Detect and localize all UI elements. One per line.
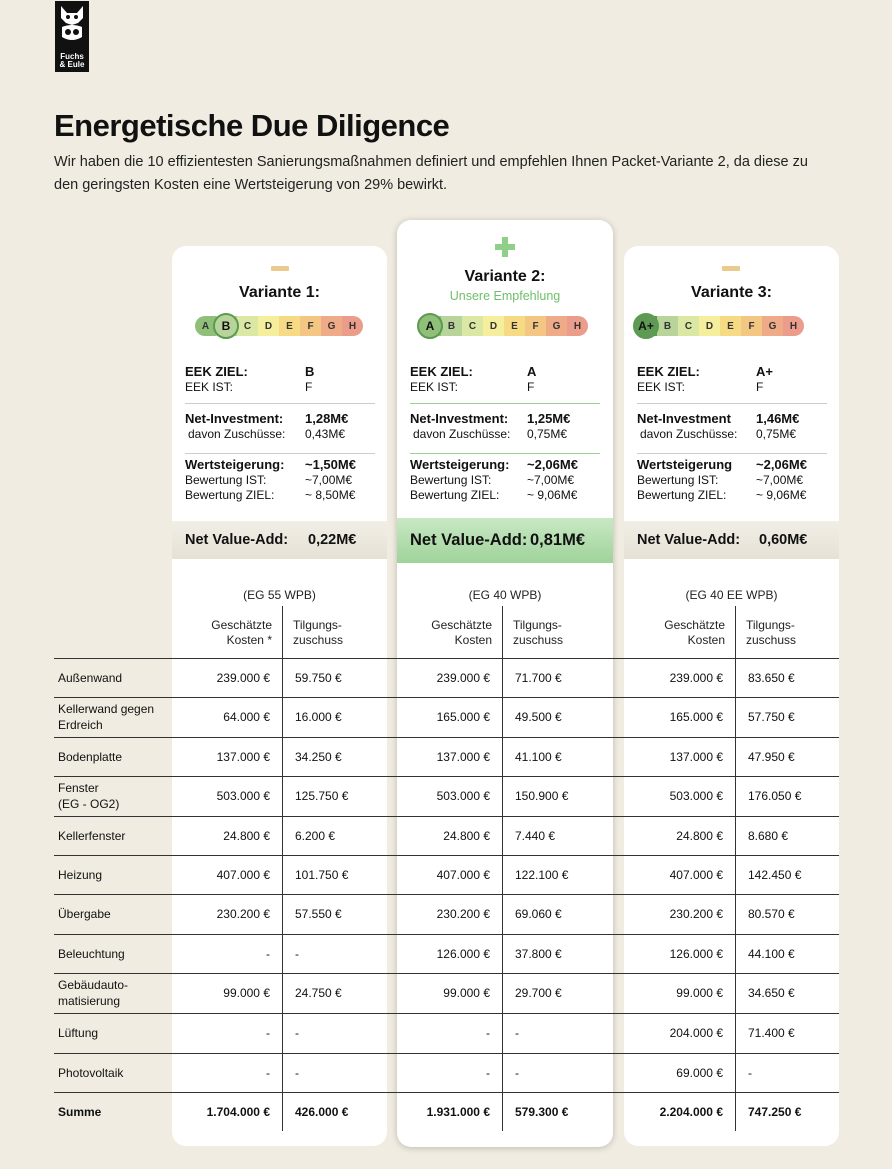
net-value-add-variant-2 [397, 518, 613, 563]
zuschuesse-label: davon Zuschüsse: [640, 427, 738, 441]
subsidy-cell: 47.950 € [748, 749, 795, 764]
bewertung-ziel-value: ~ 8,50M€ [305, 488, 356, 502]
row-label: Kellerwand gegen Erdreich [58, 702, 155, 732]
subsidy-cell: 71.400 € [748, 1026, 795, 1040]
bewertung-ist-label: Bewertung IST: [410, 473, 492, 487]
bewertung-ziel-label: Bewertung ZIEL: [185, 488, 275, 502]
cost-cell: 24.800 € [676, 828, 723, 843]
column-divider [502, 606, 503, 1131]
column-header-tilgung: Tilgungs- zuschuss [513, 618, 564, 647]
row-label: Fenster (EG - OG2) [58, 781, 120, 811]
cost-cell: 239.000 € [436, 670, 490, 685]
bewertung-ziel-label: Bewertung ZIEL: [410, 488, 500, 502]
row-label: Außenwand [58, 670, 123, 685]
row-label: Gebäudauto- matisierung [58, 978, 129, 1008]
eek-segment: B [441, 316, 462, 336]
subsidy-cell: 29.700 € [515, 986, 562, 1000]
subsidy-cell: 8.680 € [748, 828, 789, 843]
variant-1-title: Variante 1: [239, 284, 320, 301]
net-value-add-label: Net Value-Add: [637, 532, 741, 548]
net-investment-value: 1,46M€ [756, 411, 800, 426]
bewertung-ziel-label: Bewertung ZIEL: [637, 488, 727, 502]
net-investment-value: 1,25M€ [527, 411, 571, 426]
subsidy-cell: 71.700 € [515, 670, 562, 685]
subsidy-cell: 122.100 € [515, 867, 569, 882]
eek-ist-value: F [756, 380, 764, 394]
wertsteigerung-value: ~1,50M€ [305, 457, 356, 472]
cost-cell: - [266, 1065, 270, 1080]
eek-ziel-value: A+ [756, 364, 773, 379]
eek-segment: F [300, 316, 321, 336]
cost-cell: - [266, 1026, 270, 1040]
column-header-kosten: Geschätzte Kosten [431, 618, 492, 647]
eek-ziel-label: EEK ZIEL: [410, 364, 473, 379]
zuschuesse-value: 0,43M€ [305, 427, 346, 441]
eek-segment: E [720, 316, 741, 336]
net-value-add-label: Net Value-Add: [410, 531, 528, 549]
subsidy-cell: 59.750 € [295, 670, 342, 685]
cost-cell: 165.000 € [669, 710, 723, 724]
row-label: Heizung [58, 867, 103, 882]
cost-cell: 407.000 € [669, 867, 723, 882]
eek-ziel-label: EEK ZIEL: [637, 364, 700, 379]
table-rule [54, 697, 839, 698]
column-header-tilgung: Tilgungs- zuschuss [746, 618, 797, 647]
subsidy-cell: - [295, 1026, 299, 1040]
row-label: Beleuchtung [58, 946, 125, 961]
eek-segment: G [546, 316, 567, 336]
wertsteigerung-label: Wertsteigerung: [410, 457, 510, 472]
subsidy-cell: 176.050 € [748, 789, 802, 803]
eek-segment: D [258, 316, 279, 336]
eek-segment: H [567, 316, 588, 336]
wertsteigerung-label: Wertsteigerung: [185, 457, 285, 472]
cost-cell: 239.000 € [669, 670, 723, 685]
table-rule [54, 934, 839, 935]
subsidy-cell: 579.300 € [515, 1105, 569, 1119]
intro-text: Wir haben die 10 effizientesten Sanierungsmaßnahmen definiert und empfehlen Ihnen Packet-Variante 2, da diese zu den geringsten Kosten eine Wertsteigerung von 29% bewirkt. [54, 154, 808, 193]
table-rule [54, 776, 839, 777]
eek-segment: A [195, 316, 216, 336]
wertsteigerung-value: ~2,06M€ [527, 457, 578, 472]
subsidy-cell: - [295, 946, 299, 961]
subsidy-cell: 41.100 € [515, 749, 562, 764]
divider [185, 453, 375, 454]
eek-segment: E [279, 316, 300, 336]
net-value-add-value: 0,22M€ [308, 532, 357, 548]
cost-cell: 64.000 € [223, 710, 270, 724]
eek-segment: C [678, 316, 699, 336]
cost-cell: 503.000 € [216, 789, 270, 803]
eek-ist-value: F [527, 380, 535, 394]
subsidy-cell: 125.750 € [295, 789, 349, 803]
plus-icon [495, 237, 515, 257]
eek-ist-value: F [305, 380, 313, 394]
cost-cell: 204.000 € [669, 1026, 723, 1040]
row-label: Übergabe [58, 907, 111, 921]
subsidy-cell: 44.100 € [748, 946, 795, 961]
variant-2-subtitle: Unsere Empfehlung [449, 289, 561, 303]
table-rule [54, 973, 839, 974]
subsidy-cell: 49.500 € [515, 710, 562, 724]
eek-segment: F [741, 316, 762, 336]
table-rule [54, 737, 839, 738]
subsidy-cell: 37.800 € [515, 946, 562, 961]
cost-cell: 1.931.000 € [426, 1105, 490, 1119]
subsidy-cell: 83.650 € [748, 670, 795, 685]
row-label: Bodenplatte [58, 749, 123, 764]
eek-segment [420, 316, 441, 336]
eek-segment: H [783, 316, 804, 336]
subsidy-cell: - [515, 1065, 519, 1080]
subsidy-cell: - [748, 1065, 752, 1080]
wertsteigerung-label: Wertsteigerung [637, 457, 733, 472]
eek-segment: G [321, 316, 342, 336]
row-label: Photovoltaik [58, 1065, 124, 1080]
table-rule [54, 1053, 839, 1054]
cost-cell: - [486, 1065, 490, 1080]
standard-variant-2: (EG 40 WPB) [468, 588, 542, 602]
column-header-kosten: Geschätzte Kosten [664, 618, 725, 647]
column-divider [282, 606, 283, 1131]
cost-cell: 137.000 € [669, 749, 723, 764]
eek-highlight: A+ [633, 313, 659, 339]
cost-cell: 503.000 € [669, 789, 723, 803]
subsidy-cell: 24.750 € [295, 986, 342, 1000]
net-value-add-value: 0,81M€ [530, 531, 586, 549]
eek-segment: C [462, 316, 483, 336]
eek-segment: G [762, 316, 783, 336]
net-value-add-variant-3 [624, 521, 839, 559]
cost-cell: 1.704.000 € [206, 1105, 270, 1119]
cost-cell: 407.000 € [436, 867, 490, 882]
table-rule [54, 658, 839, 659]
subsidy-cell: 426.000 € [295, 1105, 349, 1119]
standard-variant-1: (EG 55 WPB) [243, 588, 316, 602]
cost-cell: 503.000 € [436, 789, 490, 803]
cost-cell: 99.000 € [443, 986, 490, 1000]
table-rule [54, 816, 839, 817]
subsidy-cell: 69.060 € [515, 907, 562, 921]
net-investment-label: Net-Investment: [410, 411, 509, 426]
cost-cell: 99.000 € [223, 986, 270, 1000]
eek-segment [636, 316, 657, 336]
cost-cell: 2.204.000 € [659, 1105, 723, 1119]
eek-highlight: A [417, 313, 443, 339]
variant-3-title: Variante 3: [691, 284, 772, 301]
row-label: Lüftung [58, 1026, 99, 1040]
wertsteigerung-value: ~2,06M€ [756, 457, 807, 472]
minus-icon [722, 266, 740, 271]
net-value-add-variant-1 [172, 521, 387, 559]
cost-cell: 165.000 € [436, 710, 490, 724]
cost-cell: 126.000 € [436, 946, 490, 961]
net-value-add-label: Net Value-Add: [185, 532, 289, 548]
cost-cell: 69.000 € [676, 1065, 723, 1080]
subsidy-cell: 101.750 € [295, 867, 349, 882]
cost-cell: 239.000 € [216, 670, 270, 685]
logo: Fuchs & Eule [55, 1, 89, 72]
eek-ist-label: EEK IST: [185, 380, 234, 394]
subsidy-cell: 80.570 € [748, 907, 795, 921]
cost-cell: 99.000 € [676, 986, 723, 1000]
bewertung-ist-value: ~7,00M€ [527, 473, 575, 487]
subsidy-cell: 142.450 € [748, 867, 802, 882]
row-label: Kellerfenster [58, 828, 126, 843]
divider [185, 403, 375, 404]
divider [410, 453, 600, 454]
eek-segment: D [483, 316, 504, 336]
net-investment-label: Net-Investment [637, 411, 731, 426]
divider [637, 453, 827, 454]
variant-2-title: Variante 2: [464, 268, 546, 285]
eek-scale-variant-3 [636, 316, 804, 336]
column-divider [735, 606, 736, 1131]
subsidy-cell: 6.200 € [295, 828, 336, 843]
eek-scale-variant-1 [195, 316, 363, 336]
subsidy-cell: 57.550 € [295, 907, 342, 921]
divider [410, 403, 600, 404]
bewertung-ziel-value: ~ 9,06M€ [756, 488, 807, 502]
subsidy-cell: 34.650 € [748, 986, 795, 1000]
divider [637, 403, 827, 404]
cost-cell: 407.000 € [216, 867, 270, 882]
subsidy-cell: 57.750 € [748, 710, 795, 724]
zuschuesse-label: davon Zuschüsse: [188, 427, 286, 441]
cost-cell: 137.000 € [436, 749, 490, 764]
eek-ist-label: EEK IST: [637, 380, 686, 394]
zuschuesse-value: 0,75M€ [527, 427, 568, 441]
eek-scale-variant-2 [420, 316, 588, 336]
net-investment-value: 1,28M€ [305, 411, 349, 426]
eek-segment: H [342, 316, 363, 336]
subsidy-cell: 16.000 € [295, 710, 342, 724]
eek-ist-label: EEK IST: [410, 380, 459, 394]
eek-highlight: B [213, 313, 239, 339]
net-investment-label: Net-Investment: [185, 411, 284, 426]
subsidy-cell: 7.440 € [515, 828, 556, 843]
eek-segment: D [699, 316, 720, 336]
cost-cell: 230.200 € [436, 907, 490, 921]
bewertung-ist-value: ~7,00M€ [305, 473, 353, 487]
subsidy-cell: 34.250 € [295, 749, 342, 764]
cost-cell: 24.800 € [223, 828, 270, 843]
cost-cell: 24.800 € [443, 828, 490, 843]
cost-cell: - [266, 946, 270, 961]
cost-cell: 137.000 € [216, 749, 270, 764]
variant-2-card [397, 220, 613, 1147]
standard-variant-3: (EG 40 EE WPB) [685, 588, 778, 602]
cost-cell: - [486, 1026, 490, 1040]
eek-ziel-value: A [527, 364, 537, 379]
cost-cell: 230.200 € [669, 907, 723, 921]
table-rule [54, 1013, 839, 1014]
eek-segment: C [237, 316, 258, 336]
column-header-kosten: Geschätzte Kosten * [211, 618, 272, 647]
eek-segment: E [504, 316, 525, 336]
cost-cell: 126.000 € [669, 946, 723, 961]
bewertung-ist-value: ~7,00M€ [756, 473, 804, 487]
cost-cell: 230.200 € [216, 907, 270, 921]
eek-segment [216, 316, 237, 336]
page-title: Energetische Due Diligence [54, 108, 450, 143]
subsidy-cell: 747.250 € [748, 1105, 802, 1119]
table-rule [54, 855, 839, 856]
eek-ziel-label: EEK ZIEL: [185, 364, 248, 379]
eek-ziel-value: B [305, 364, 315, 379]
table-rule [54, 894, 839, 895]
subsidy-cell: 150.900 € [515, 789, 569, 803]
eek-segment: F [525, 316, 546, 336]
zuschuesse-label: davon Zuschüsse: [413, 427, 511, 441]
subsidy-cell: - [295, 1065, 299, 1080]
bewertung-ziel-value: ~ 9,06M€ [527, 488, 578, 502]
eek-segment: B [657, 316, 678, 336]
minus-icon [271, 266, 289, 271]
subsidy-cell: - [515, 1026, 519, 1040]
table-rule [54, 1092, 839, 1093]
row-label: Summe [58, 1105, 102, 1119]
column-header-tilgung: Tilgungs- zuschuss [293, 618, 344, 647]
bewertung-ist-label: Bewertung IST: [637, 473, 719, 487]
bewertung-ist-label: Bewertung IST: [185, 473, 267, 487]
net-value-add-value: 0,60M€ [759, 532, 808, 548]
zuschuesse-value: 0,75M€ [756, 427, 797, 441]
fox-owl-icon [58, 4, 86, 44]
